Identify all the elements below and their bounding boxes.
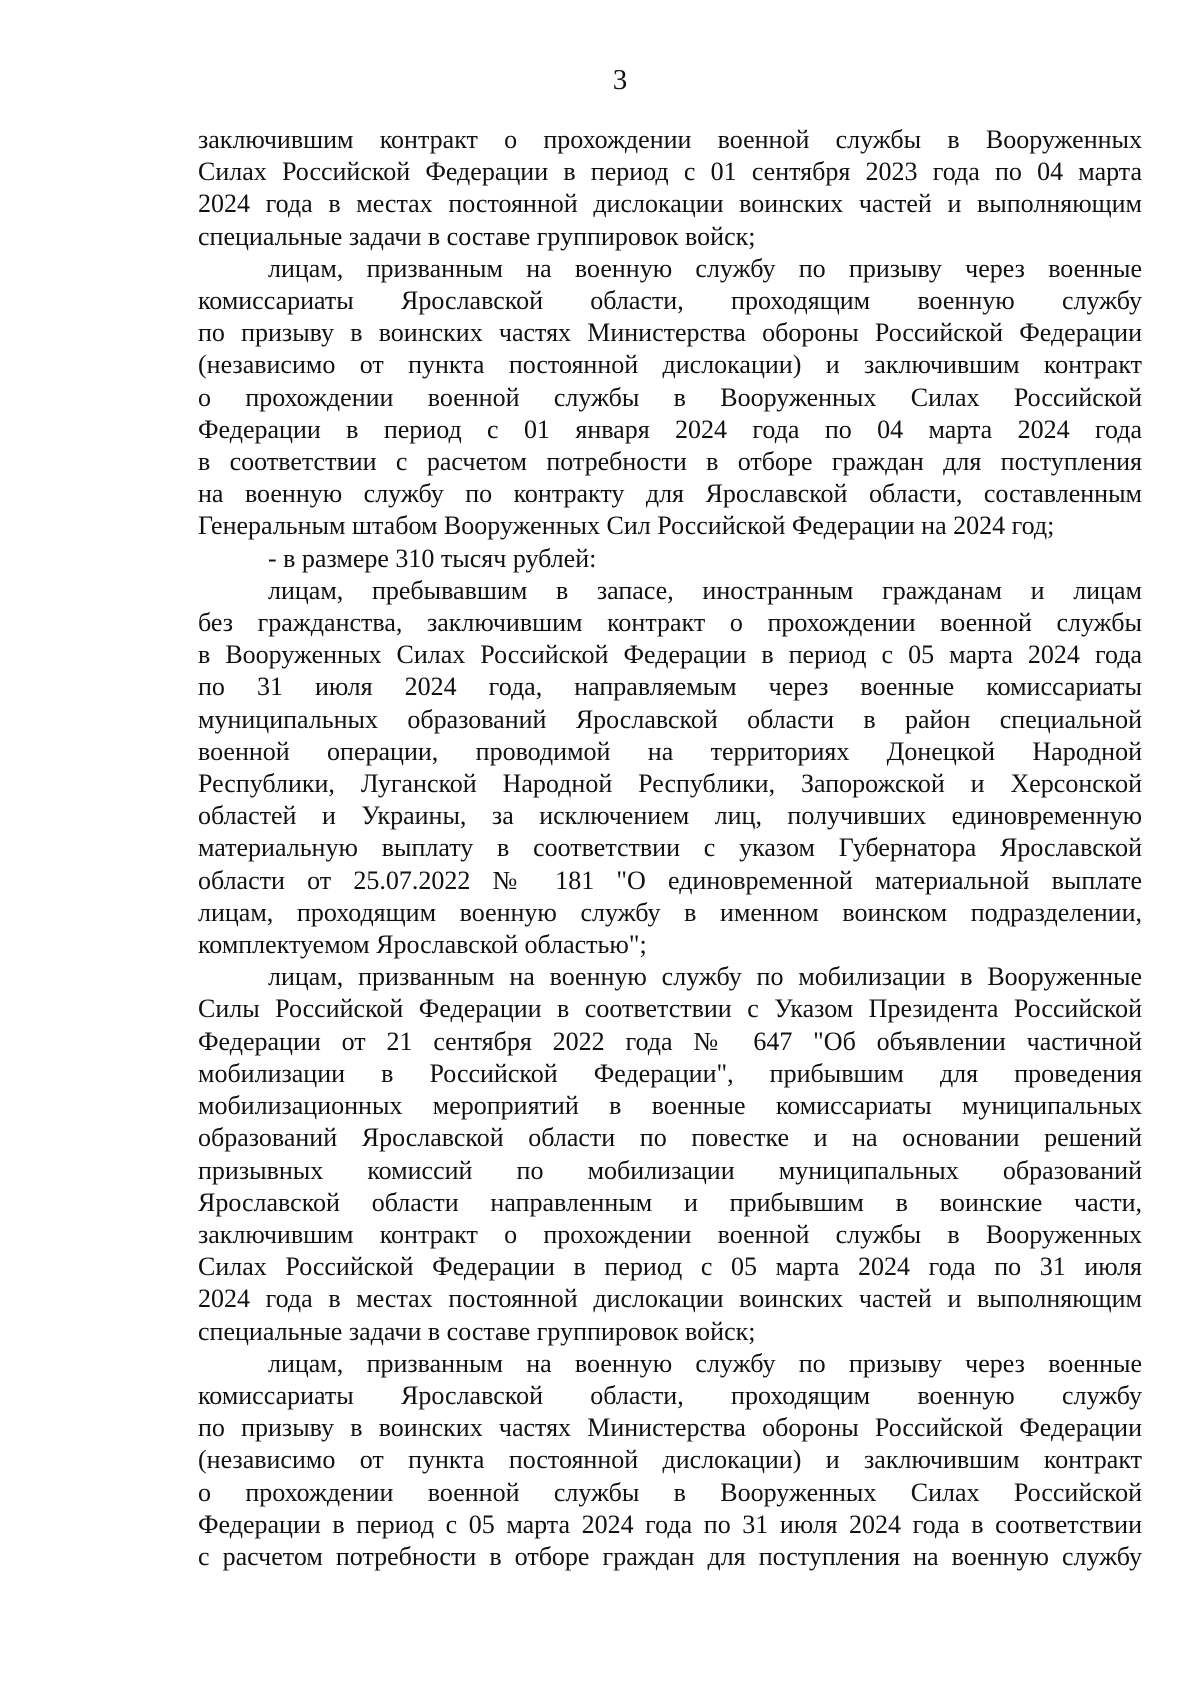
paragraph-line: на военную службу по контракту для Ярославской области, составленным (198, 479, 1142, 509)
paragraph-line: по призыву в воинских частях Министерства обороны Российской Федерации (198, 1413, 1142, 1443)
paragraph-line: Силах Российской Федерации в период с 05 марта 2024 года по 31 июля (198, 1252, 1142, 1282)
paragraph (198, 961, 1142, 1347)
paragraph-line: Федерации в период с 05 марта 2024 года по 31 июля 2024 года в соответствии (198, 1509, 1142, 1539)
paragraph-line: заключившим контракт о прохождении военной службы в Вооруженных (198, 1219, 1142, 1249)
paragraph-line: (независимо от пункта постоянной дислокации) и заключившим контракт (198, 1445, 1142, 1475)
paragraph (198, 575, 1142, 961)
paragraph-line: лицам, проходящим военную службу в именном воинском подразделении, (198, 897, 1142, 927)
paragraph-line: без гражданства, заключившим контракт о прохождении военной службы (198, 608, 1142, 638)
paragraph (198, 124, 1142, 253)
paragraph (198, 1348, 1142, 1573)
paragraph-line: по призыву в воинских частях Министерства обороны Российской Федерации (198, 318, 1142, 348)
paragraph-line: призывных комиссий по мобилизации муниципальных образований (198, 1155, 1142, 1185)
paragraph-line: в Вооруженных Силах Российской Федерации в период с 05 марта 2024 года (198, 640, 1142, 670)
paragraph-line: заключившим контракт о прохождении военной службы в Вооруженных (198, 125, 1142, 154)
paragraph-line: областей и Украины, за исключением лиц, получивших единовременную (198, 801, 1142, 831)
paragraph-line: мобилизационных мероприятий в военные комиссариаты муниципальных (198, 1091, 1142, 1121)
paragraph-line: 2024 года в местах постоянной дислокации воинских частей и выполняющим (198, 189, 1142, 219)
paragraph-line: специальные задачи в составе группировок войск; (198, 1316, 756, 1346)
paragraph-line: с расчетом потребности в отборе граждан для поступления на военную службу (198, 1541, 1142, 1571)
paragraph-line: области от 25.07.2022 № 181 "О единовременной материальной выплате (198, 865, 1142, 895)
paragraph-line: (независимо от пункта постоянной дислокации) и заключившим контракт (198, 350, 1142, 380)
paragraph-line: лицам, призванным на военную службу по мобилизации в Вооруженные (268, 962, 1142, 992)
paragraph-line: лицам, призванным на военную службу по призыву через военные (268, 1348, 1142, 1378)
paragraph-line: Ярославской области направленным и прибывшим в воинские части, (198, 1187, 1142, 1217)
paragraph-line: о прохождении военной службы в Вооруженных Силах Российской (198, 382, 1142, 412)
paragraph-line: комиссариаты Ярославской области, проходящим военную службу (198, 286, 1142, 316)
paragraph-line: 2024 года в местах постоянной дислокации воинских частей и выполняющим (198, 1284, 1142, 1314)
paragraph-line: Федерации от 21 сентября 2022 года № 647 "Об объявлении частичной (198, 1026, 1142, 1056)
paragraph-line: о прохождении военной службы в Вооруженных Силах Российской (198, 1477, 1142, 1507)
page-number: 3 (612, 64, 628, 96)
paragraph-line: лицам, призванным на военную службу по призыву через военные (268, 253, 1142, 283)
paragraph-line: материальную выплату в соответствии с указом Губернатора Ярославской (198, 833, 1142, 863)
paragraph-line: Генеральным штабом Вооруженных Сил Российской Федерации на 2024 год; (198, 511, 1055, 541)
paragraph-line: мобилизации в Российской Федерации", прибывшим для проведения (198, 1058, 1142, 1088)
paragraph-line: военной операции, проводимой на территориях Донецкой Народной (198, 736, 1142, 766)
paragraph-line: лицам, пребывавшим в запасе, иностранным гражданам и лицам (268, 575, 1142, 605)
paragraph-line: по 31 июля 2024 года, направляемым через военные комиссариаты (198, 672, 1142, 702)
paragraph-line: Силы Российской Федерации в соответствии с Указом Президента Российской (198, 994, 1142, 1024)
document-body (198, 124, 1142, 1573)
paragraph-line: комплектуемом Ярославской областью"; (198, 930, 647, 960)
paragraph-line: Федерации в период с 01 января 2024 года по 04 марта 2024 года (198, 414, 1142, 444)
paragraph (198, 543, 1142, 575)
paragraph-line: Республики, Луганской Народной Республики, Запорожской и Херсонской (198, 769, 1142, 799)
paragraph-line: в соответствии с расчетом потребности в отборе граждан для поступления (198, 447, 1142, 477)
paragraph-line: специальные задачи в составе группировок войск; (198, 221, 756, 251)
paragraph-line: муниципальных образований Ярославской области в район специальной (198, 704, 1142, 734)
paragraph-line: образований Ярославской области по повестке и на основании решений (198, 1123, 1142, 1153)
paragraph-line: Силах Российской Федерации в период с 01 сентября 2023 года по 04 марта (198, 157, 1142, 187)
paragraph (198, 253, 1142, 543)
paragraph-line: комиссариаты Ярославской области, проходящим военную службу (198, 1380, 1142, 1410)
paragraph-line: - в размере 310 тысяч рублей: (268, 543, 597, 573)
